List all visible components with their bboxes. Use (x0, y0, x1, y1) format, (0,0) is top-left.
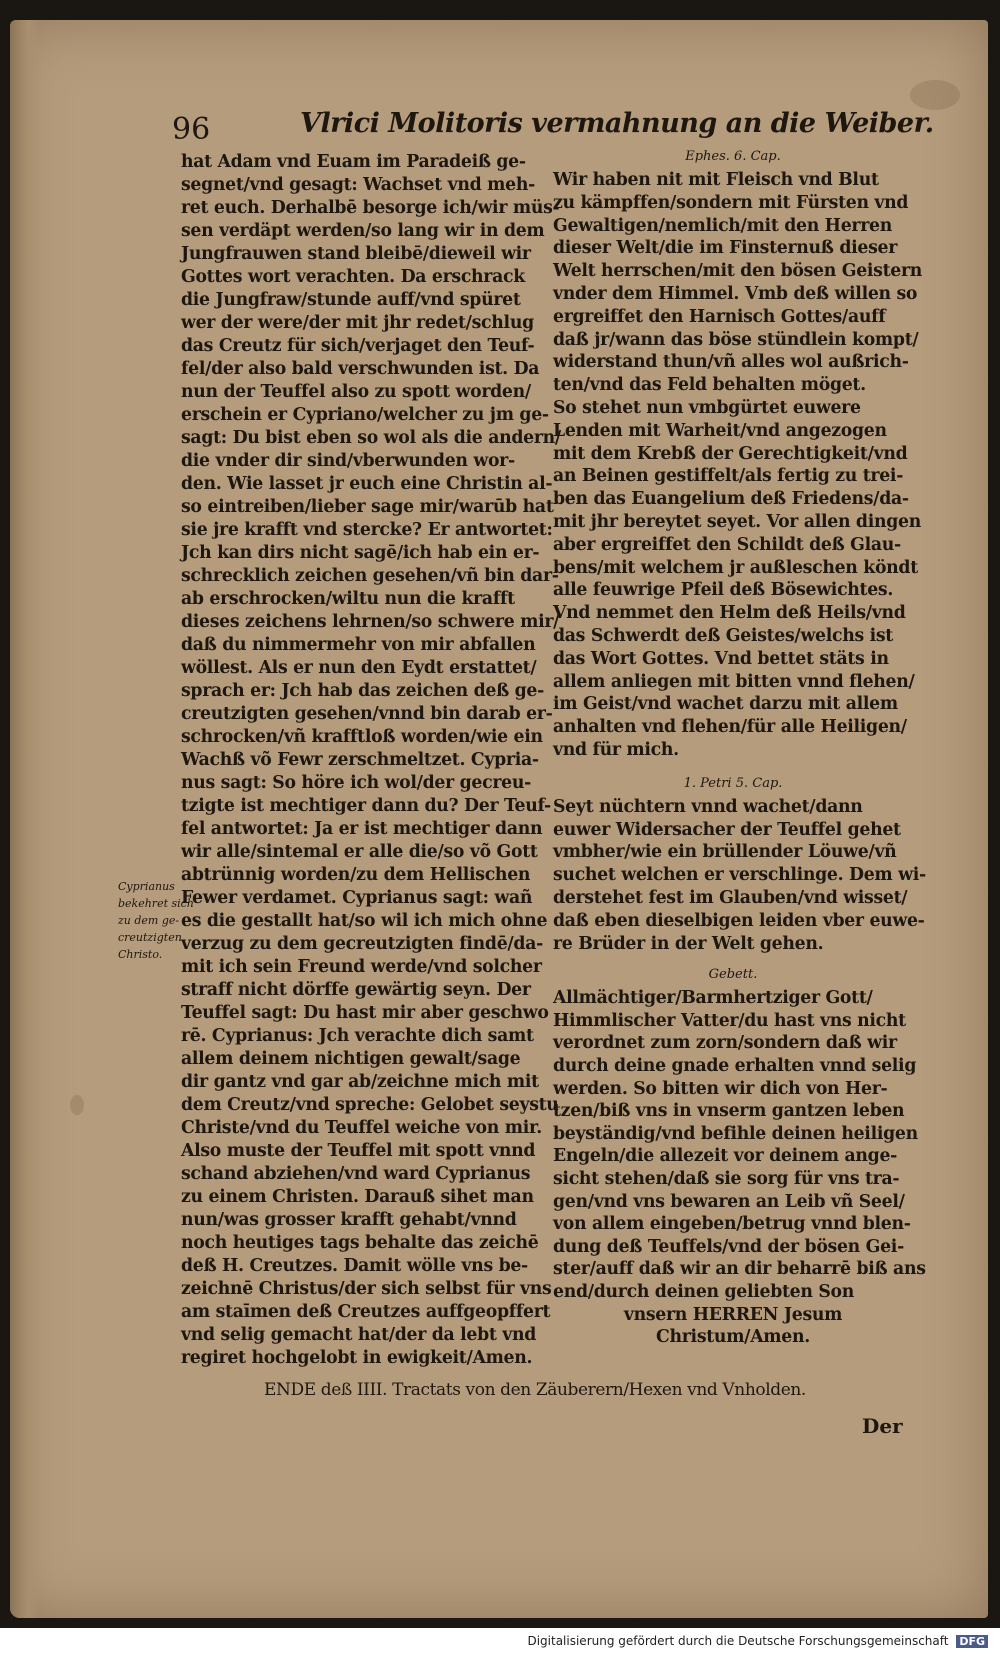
running-title: Vlrici Molitoris vermahnung an die Weiber. (300, 108, 934, 139)
text-line: verordnet zum zorn/sondern daß wir (553, 1033, 897, 1054)
dfg-logo: DFG (956, 1635, 988, 1648)
colophon: ENDE deß IIII. Tractats von den Zäuberern/Hexen vnd Vnholden. (264, 1380, 806, 1400)
text-line: Lenden mit Warheit/vnd angezogen (553, 420, 887, 441)
text-line: creutzigten gesehen/vnnd bin darab er- (181, 704, 553, 724)
prayer-text (553, 987, 926, 1303)
text-line: sicht stehen/daß sie sorg für vns tra- (553, 1169, 900, 1190)
text-line: an Beinen gestiffelt/als fertig zu trei- (553, 466, 904, 487)
text-line: alle feuwrige Pfeil deß Bösewichtes. (553, 580, 894, 601)
text-line: ab erschrocken/wiltu nun die krafft (181, 589, 515, 609)
text-line: daß jr/wann das böse stündlein kompt/ (553, 329, 919, 350)
text-line: durch deine gnade erhalten vnnd selig (553, 1056, 917, 1077)
text-line: sagt: Du bist eben so wol als die andern/ (181, 428, 561, 448)
text-line: dieses zeichens lehrnen/so schwere mir/ (181, 612, 560, 632)
text-line: wir alle/sintemal er alle die/so võ Gott (181, 842, 538, 862)
text-line: Himmlischer Vatter/du hast vns nicht (553, 1010, 906, 1031)
text-line: widerstand thun/vñ alles wol außrich- (553, 352, 909, 373)
scripture-reference-heading: 1. Petri 5. Cap. (683, 775, 783, 791)
text-line: verzug zu dem gecreutzigten findē/da- (181, 934, 543, 954)
text-line: noch heutiges tags behalte das zeichē (181, 1233, 539, 1253)
text-line: gen/vnd vns bewaren an Leib vñ Seel/ (553, 1191, 905, 1212)
funding-credit (527, 1634, 988, 1648)
page-number: 96 (172, 112, 211, 147)
text-line: vnder dem Himmel. Vmb deß willen so (553, 283, 918, 304)
text-line: das Creutz für sich/verjaget den Teuf- (181, 336, 535, 356)
text-line: vmbher/wie ein brüllender Löuwe/vñ (553, 842, 897, 863)
text-line: das Schwerdt deß Geistes/welchs ist (553, 625, 893, 646)
page-gutter-edge (10, 20, 40, 1618)
catchword: Der (862, 1414, 903, 1438)
scripture-passage-ephesians (553, 169, 923, 762)
text-line: Seyt nüchtern vnnd wachet/dann (553, 796, 863, 817)
text-line: Wachß võ Fewr zerschmeltzet. Cypria- (181, 750, 539, 770)
text-line: zu einem Christen. Darauß sihet man (181, 1187, 534, 1207)
text-line: dieser Welt/die im Finsternuß dieser (553, 238, 898, 259)
marginal-note-line: Christo. (118, 948, 163, 961)
text-line: Fewer verdamet. Cyprianus sagt: wañ (181, 888, 533, 908)
marginal-note-line: zu dem ge- (118, 914, 180, 927)
paper-stain (910, 80, 960, 110)
text-line: mit dem Krebß der Gerechtigkeit/vnd (553, 443, 908, 464)
text-line: Christum/Amen. (656, 1327, 810, 1348)
text-line: end/durch deinen geliebten Son (553, 1282, 855, 1303)
funding-credit-text: Digitalisierung gefördert durch die Deutsche Forschungsgemeinschaft (527, 1634, 949, 1648)
text-line: Teuffel sagt: Du hast mir aber geschwo (181, 1003, 549, 1023)
text-line: zu kämpffen/sondern mit Fürsten vnd (553, 192, 909, 213)
text-line: wöllest. Als er nun den Eydt erstattet/ (181, 658, 537, 678)
text-line: daß eben dieselbigen leiden vber euwe- (553, 910, 925, 931)
text-line: anhalten vnd flehen/für alle Heiligen/ (553, 717, 907, 738)
text-line: euwer Widersacher der Teuffel gehet (553, 819, 901, 840)
text-line: daß du nimmermehr von mir abfallen (181, 635, 536, 655)
text-line: beyständig/vnd befihle deinen heiligen (553, 1123, 918, 1144)
text-line: hat Adam vnd Euam im Paradeiß ge- (181, 152, 526, 172)
right-column (553, 145, 926, 1349)
text-line: rē. Cyprianus: Jch verachte dich samt (181, 1026, 534, 1046)
text-line: mit ich sein Freund werde/vnd solcher (181, 957, 542, 977)
text-line: Vnd nemmet den Helm deß Heils/vnd (553, 603, 906, 624)
text-line: deß H. Creutzes. Damit wölle vns be- (181, 1256, 528, 1276)
text-line: segnet/vnd gesagt: Wachset vnd meh- (181, 175, 535, 195)
text-line: Christe/vnd du Teuffel weiche von mir. (181, 1118, 542, 1138)
text-line: Gottes wort verachten. Da erschrack (181, 267, 525, 287)
text-line: So stehet nun vmbgürtet euwere (553, 397, 861, 418)
prayer-heading: Gebett. (708, 967, 758, 983)
text-line: re Brüder in der Welt gehen. (553, 933, 824, 954)
text-line: Welt herrschen/mit den bösen Geistern (553, 261, 923, 282)
text-line: ret euch. Derhalbē besorge ich/wir müs- (181, 198, 560, 218)
text-line: derstehet fest im Glauben/vnd wisset/ (553, 887, 908, 908)
text-line: sie jre krafft vnd stercke? Er antwortet: (181, 520, 553, 540)
text-line: das Wort Gottes. Vnd bettet stäts in (553, 648, 889, 669)
marginal-note-line: Cyprianus (118, 880, 175, 893)
text-line: schrecklich zeichen gesehen/vñ bin dar- (181, 566, 559, 586)
text-line: zeichnē Christus/der sich selbst für vns (181, 1279, 552, 1299)
text-line: tzigte ist mechtiger dann du? Der Teuf- (181, 796, 551, 816)
text-line: wer der were/der mit jhr redet/schlug (181, 313, 534, 333)
prayer-closing (553, 1304, 913, 1349)
text-line: regiret hochgelobt in ewigkeit/Amen. (181, 1348, 533, 1368)
text-line: Engeln/die allezeit vor deinem ange- (553, 1146, 898, 1167)
text-line: dem Creutz/vnd spreche: Gelobet seystu (181, 1095, 559, 1115)
text-line: vnd selig gemacht hat/der da lebt vnd (181, 1325, 537, 1345)
text-line: von allem eingeben/betrug vnnd blen- (553, 1214, 911, 1235)
text-line: vnsern HERREN Jesum (623, 1304, 843, 1325)
text-line: den. Wie lasset jr euch eine Christin al- (181, 474, 553, 494)
scripture-reference-heading: Ephes. 6. Cap. (685, 149, 781, 164)
text-line: dir gantz vnd gar ab/zeichne mich mit (181, 1072, 539, 1092)
text-line: Gewaltigen/nemlich/mit den Herren (553, 215, 892, 236)
text-line: allem anliegen mit bitten vnnd flehen/ (553, 671, 915, 692)
text-line: sprach er: Jch hab das zeichen deß ge- (181, 681, 544, 701)
text-line: ten/vnd das Feld behalten möget. (553, 375, 866, 396)
text-line: fel antwortet: Ja er ist mechtiger dann (181, 819, 543, 839)
text-line: am staīmen deß Creutzes auffgeopffert (181, 1302, 551, 1322)
text-line: die Jungfraw/stunde auff/vnd spüret (181, 290, 521, 310)
text-line: ergreiffet den Harnisch Gottes/auff (553, 306, 886, 327)
left-column (181, 151, 561, 1370)
text-line: es die gestallt hat/so wil ich mich ohne (181, 911, 548, 931)
footer-bar (0, 1628, 1000, 1656)
marginal-note-line: bekehret sich (118, 897, 194, 910)
text-line: suchet welchen er verschlinge. Dem wi- (553, 865, 926, 886)
text-line: aber ergreiffet den Schildt deß Glau- (553, 534, 901, 555)
text-line: bens/mit welchem jr außleschen köndt (553, 557, 918, 578)
text-line: ben das Euangelium deß Friedens/da- (553, 489, 909, 510)
text-line: allem deinem nichtigen gewalt/sage (181, 1049, 521, 1069)
text-line: erschein er Cypriano/welcher zu jm ge- (181, 405, 549, 425)
text-line: fel/der also bald verschwunden ist. Da (181, 359, 540, 379)
text-line: im Geist/vnd wachet darzu mit allem (553, 694, 898, 715)
text-line: die vnder dir sind/vberwunden wor- (181, 451, 515, 471)
text-line: tzen/biß vns in vnserm gantzen leben (553, 1101, 905, 1122)
text-line: abtrünnig worden/zu dem Hellischen (181, 865, 531, 885)
text-line: nun/was grosser krafft gehabt/vnnd (181, 1210, 517, 1230)
text-line: Allmächtiger/Barmhertziger Gott/ (553, 988, 873, 1009)
text-line: Also muste der Teuffel mit spott vnnd (181, 1141, 536, 1161)
text-line: sen verdäpt werden/so lang wir in dem (181, 221, 545, 241)
scripture-passage-peter (553, 796, 926, 956)
marginal-note-line: creutzigten (118, 931, 182, 944)
text-line: vnd für mich. (553, 739, 679, 760)
text-line: schrocken/vñ krafftloß worden/wie ein (181, 727, 543, 747)
text-line: so eintreiben/lieber sage mir/warūb hat (181, 497, 554, 517)
text-line: werden. So bitten wir dich von Her- (553, 1078, 888, 1099)
paper-stain (70, 1095, 84, 1115)
text-line: Jungfrauwen stand bleibē/dieweil wir (181, 244, 531, 264)
text-line: straff nicht dörffe gewärtig seyn. Der (181, 980, 531, 1000)
text-line: schand abziehen/vnd ward Cyprianus (181, 1164, 531, 1184)
text-line: mit jhr bereytet seyet. Vor allen dingen (553, 511, 921, 532)
text-line: ster/auff daß wir an dir beharrē biß ans (553, 1259, 926, 1280)
text-line: nus sagt: So höre ich wol/der gecreu- (181, 773, 531, 793)
text-line: Wir haben nit mit Fleisch vnd Blut (553, 170, 879, 190)
text-line: dung deß Teuffels/vnd der bösen Gei- (553, 1236, 904, 1257)
text-line: nun der Teuffel also zu spott worden/ (181, 382, 531, 402)
marginal-note (118, 878, 194, 963)
text-line: Jch kan dirs nicht sagē/ich hab ein er- (181, 543, 540, 563)
